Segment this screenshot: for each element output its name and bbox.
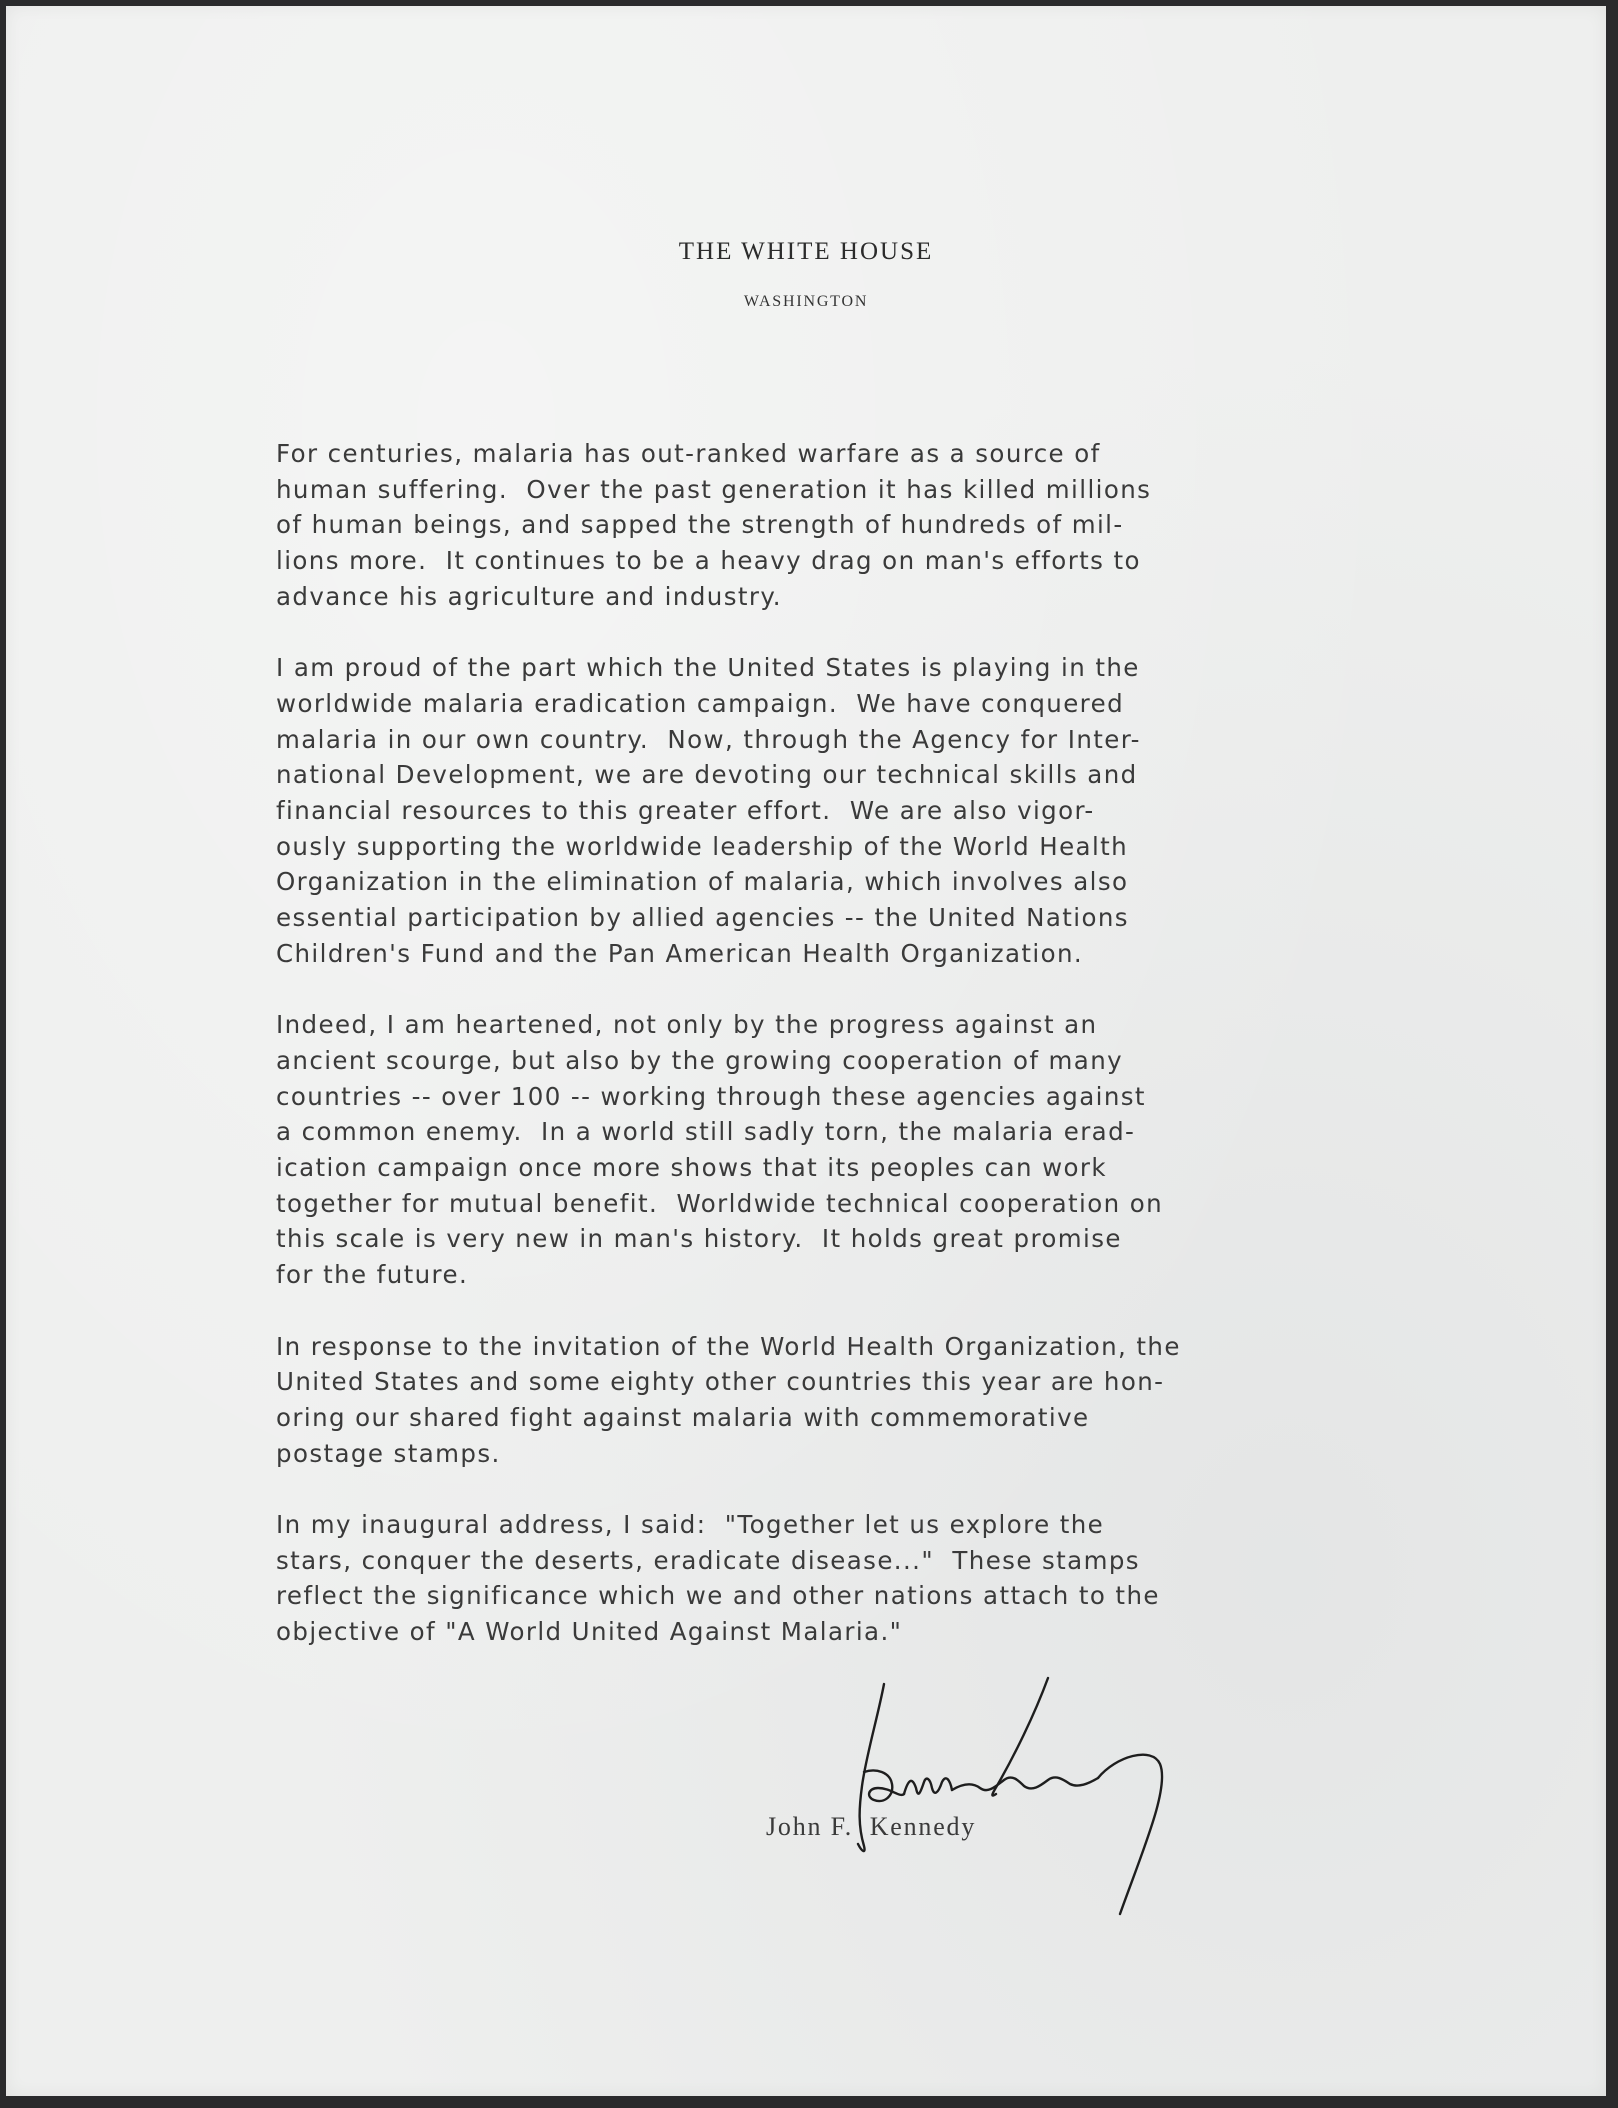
text-line: malaria in our own country. Now, through the Agency for Inter-: [276, 724, 1141, 754]
letterhead-title: THE WHITE HOUSE: [678, 238, 934, 265]
paragraph: [276, 1507, 1356, 1650]
text-line: national Development, we are devoting our technical skills and: [276, 760, 1138, 790]
text-line: stars, conquer the deserts, eradicate disease..." These stamps: [276, 1545, 1140, 1575]
signature-block: [766, 1676, 1186, 1926]
text-line: countries -- over 100 -- working through these agencies against: [276, 1081, 1146, 1111]
text-line: a common enemy. In a world still sadly torn, the malaria erad-: [276, 1117, 1136, 1147]
text-line: For centuries, malaria has out-ranked warfare as a source of: [276, 439, 1101, 468]
text-line: objective of "A World United Against Malaria.": [276, 1617, 903, 1647]
typed-signer-name: John F. Kennedy: [766, 1812, 977, 1841]
text-line: this scale is very new in man's history. It holds great promise: [276, 1224, 1122, 1254]
text-line: ication campaign once more shows that its peoples can work: [276, 1153, 1107, 1183]
text-line: of human beings, and sapped the strength of hundreds of mil-: [276, 510, 1124, 540]
text-line: Organization in the elimination of malaria, which involves also: [276, 867, 1129, 897]
text-line: for the future.: [276, 1260, 469, 1290]
text-line: In my inaugural address, I said: "Together let us explore the: [276, 1510, 1105, 1540]
text-line: ously supporting the worldwide leadership of the World Health: [276, 831, 1129, 861]
paragraph: [276, 1007, 1356, 1293]
letter-body: [276, 436, 1356, 1686]
letter-page: [6, 6, 1606, 2096]
letterhead-subtitle: WASHINGTON: [743, 293, 869, 310]
text-line: reflect the significance which we and other nations attach to the: [276, 1581, 1160, 1611]
text-line: human suffering. Over the past generation it has killed millions: [276, 474, 1152, 504]
paragraph: [276, 1329, 1356, 1472]
text-line: postage stamps.: [276, 1438, 501, 1468]
text-line: essential participation by allied agencies -- the United Nations: [276, 903, 1129, 933]
text-line: advance his agriculture and industry.: [276, 581, 782, 611]
text-line: Indeed, I am heartened, not only by the progress against an: [276, 1010, 1098, 1040]
text-line: worldwide malaria eradication campaign. We have conquered: [276, 688, 1125, 718]
paragraph: [276, 436, 1356, 615]
text-line: oring our shared fight against malaria with commemorative: [276, 1402, 1090, 1432]
text-line: Children's Fund and the Pan American Health Organization.: [276, 938, 1084, 968]
text-line: United States and some eighty other countries this year are hon-: [276, 1367, 1165, 1397]
text-line: together for mutual benefit. Worldwide technical cooperation on: [276, 1188, 1164, 1218]
text-line: financial resources to this greater effort. We are also vigor-: [276, 796, 1095, 826]
text-line: ancient scourge, but also by the growing cooperation of many: [276, 1045, 1124, 1075]
handwritten-signature: [766, 1676, 1186, 1926]
text-line: lions more. It continues to be a heavy drag on man's efforts to: [276, 546, 1141, 576]
text-line: I am proud of the part which the United States is playing in the: [276, 653, 1140, 683]
text-line: In response to the invitation of the World Health Organization, the: [276, 1331, 1181, 1361]
paragraph: [276, 650, 1356, 971]
